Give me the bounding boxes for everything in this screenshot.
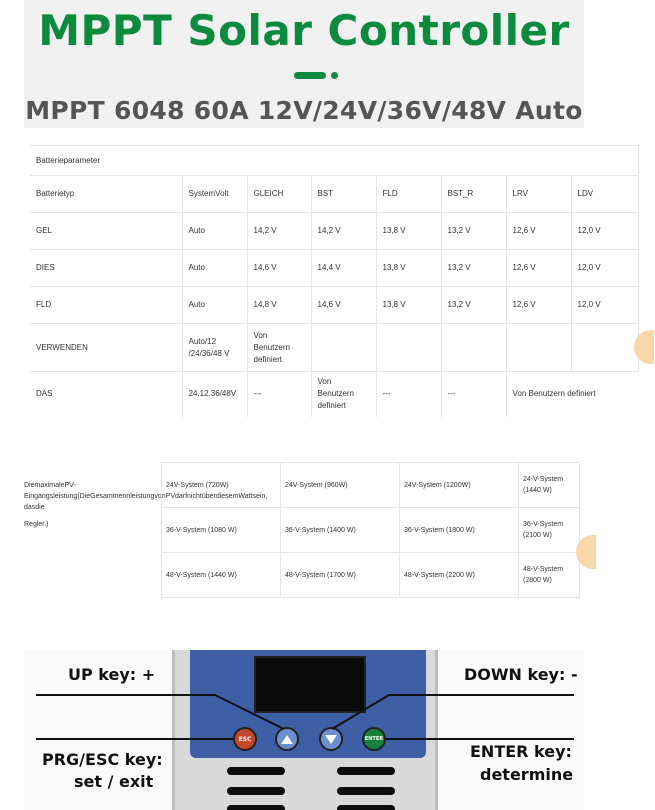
pv-input-power-section (24, 462, 579, 600)
table-cell: 36-V-System (1800 W) (400, 508, 519, 553)
table-cell: 48-V-System (1440 W) (162, 553, 281, 598)
table-cell: --- (376, 372, 441, 417)
down-key-callout: DOWN key: - (464, 665, 578, 684)
column-header: FLD (376, 176, 441, 213)
banner-title: MPPT Solar Controller (38, 6, 570, 55)
table-cell: 24.12.36/48V (182, 372, 247, 417)
column-header: Batterietyp (30, 176, 182, 213)
table-cell: FLD (30, 287, 182, 324)
up-key-leader-diagonal (214, 693, 289, 733)
table-cell: 12,6 V (506, 213, 571, 250)
table-cell: 36-V-System (1080 W) (162, 508, 281, 553)
vent-slot (337, 767, 395, 775)
column-header: LDV (571, 176, 638, 213)
table-cell: Auto/12 /24/36/48 V (182, 324, 247, 372)
table-cell: Auto (182, 250, 247, 287)
down-key-leader-line (388, 694, 574, 696)
table-cell: 12,6 V (506, 250, 571, 287)
table-row (30, 213, 638, 250)
table-row (30, 372, 638, 417)
column-header: BST (311, 176, 376, 213)
vent-slot (227, 787, 285, 795)
arrow-up-icon (281, 735, 293, 744)
table-row (162, 553, 580, 598)
pv-label-text: DiemaximalePV-Eingangsleistung(DieGesamtnennleistungvonPVdarfnichtüberdiesemWattsein, dasdie (24, 482, 268, 511)
table-cell: Von Benutzern definiert (247, 324, 311, 372)
table-cell: DIES (30, 250, 182, 287)
arrow-down-icon (325, 735, 337, 744)
table-row (162, 463, 580, 508)
table-cell: Von Benutzern definiert (311, 372, 376, 417)
table-cell (571, 324, 638, 372)
column-header: BST_R (441, 176, 506, 213)
table-cell: Auto (182, 287, 247, 324)
table-cell: 24-V-System (1440 W) (519, 463, 580, 508)
table-row (30, 324, 638, 372)
table-cell: DAS (30, 372, 182, 417)
pv-label-text: Regler.) (24, 521, 49, 528)
table-caption: Batterieparameter (30, 146, 638, 176)
product-banner (24, 0, 584, 128)
table-cell: 36-V-System (1400 W) (281, 508, 400, 553)
table-cell: 48-V-System (2200 W) (400, 553, 519, 598)
table-cell: 14,8 V (247, 287, 311, 324)
table-cell: 36-V-System (2100 W) (519, 508, 580, 553)
enter-key-callout-detail: determine (480, 765, 574, 784)
battery-parameter-table (30, 145, 639, 417)
prg-key-callout-detail: set / exit (74, 772, 154, 791)
banner-subtitle: MPPT 6048 60A 12V/24V/36V/48V Auto (25, 96, 583, 125)
enter-key-callout: ENTER key: (470, 742, 572, 761)
table-cell: --- (441, 372, 506, 417)
table-cell: GEL (30, 213, 182, 250)
table-cell: 12,6 V (506, 287, 571, 324)
table-cell: 13,8 V (376, 287, 441, 324)
column-header: GLEICH (247, 176, 311, 213)
table-cell: 12,0 V (571, 287, 638, 324)
table-cell: 12,0 V (571, 250, 638, 287)
table-cell: 13,8 V (376, 213, 441, 250)
table-cell: 24V-System (720W) (162, 463, 281, 508)
table-cell (506, 324, 571, 372)
table-row (30, 250, 638, 287)
pv-input-power-table (161, 462, 580, 598)
vent-slot (337, 805, 395, 810)
table-cell (311, 324, 376, 372)
table-row (30, 287, 638, 324)
down-key-leader-diagonal (324, 693, 390, 733)
table-header-row (30, 176, 638, 213)
table-cell: 24V-System (960W) (281, 463, 400, 508)
table-cell: 13,8 V (376, 250, 441, 287)
enter-key-leader-line (386, 738, 574, 740)
table-cell: Von Benutzern definiert (506, 372, 638, 417)
table-cell: Auto (182, 213, 247, 250)
table-cell: 14,2 V (311, 213, 376, 250)
table-cell: 13,2 V (441, 250, 506, 287)
column-header: SystemVolt (182, 176, 247, 213)
banner-divider-bar (294, 72, 326, 79)
table-cell: 14,2 V (247, 213, 311, 250)
table-cell: 48-V-System (2800 W) (519, 553, 580, 598)
table-cell: 14,4 V (311, 250, 376, 287)
table-cell: 48-V-System (1700 W) (281, 553, 400, 598)
prg-key-callout: PRG/ESC key: (42, 750, 163, 769)
vent-slot (337, 787, 395, 795)
table-cell (441, 324, 506, 372)
esc-key-label: ESC (238, 735, 252, 743)
vent-slot (227, 767, 285, 775)
table-cell: --- (247, 372, 311, 417)
table-cell: 24V-System (1200W) (400, 463, 519, 508)
banner-divider-dot (331, 72, 338, 79)
up-key-callout: UP key: + (68, 665, 156, 684)
table-cell (376, 324, 441, 372)
table-cell: VERWENDEN (30, 324, 182, 372)
table-cell: 14,6 V (247, 250, 311, 287)
column-header: LRV (506, 176, 571, 213)
up-key-leader-line (36, 694, 216, 696)
prg-key-leader-line (36, 738, 234, 740)
table-cell: 13,2 V (441, 287, 506, 324)
table-cell: 14,6 V (311, 287, 376, 324)
controller-key-diagram (24, 650, 584, 810)
enter-key-label: ENTER (364, 736, 384, 742)
table-cell: 13,2 V (441, 213, 506, 250)
table-cell: 12,0 V (571, 213, 638, 250)
vent-slot (227, 805, 285, 810)
table-row (162, 508, 580, 553)
table-caption-row (30, 146, 638, 176)
